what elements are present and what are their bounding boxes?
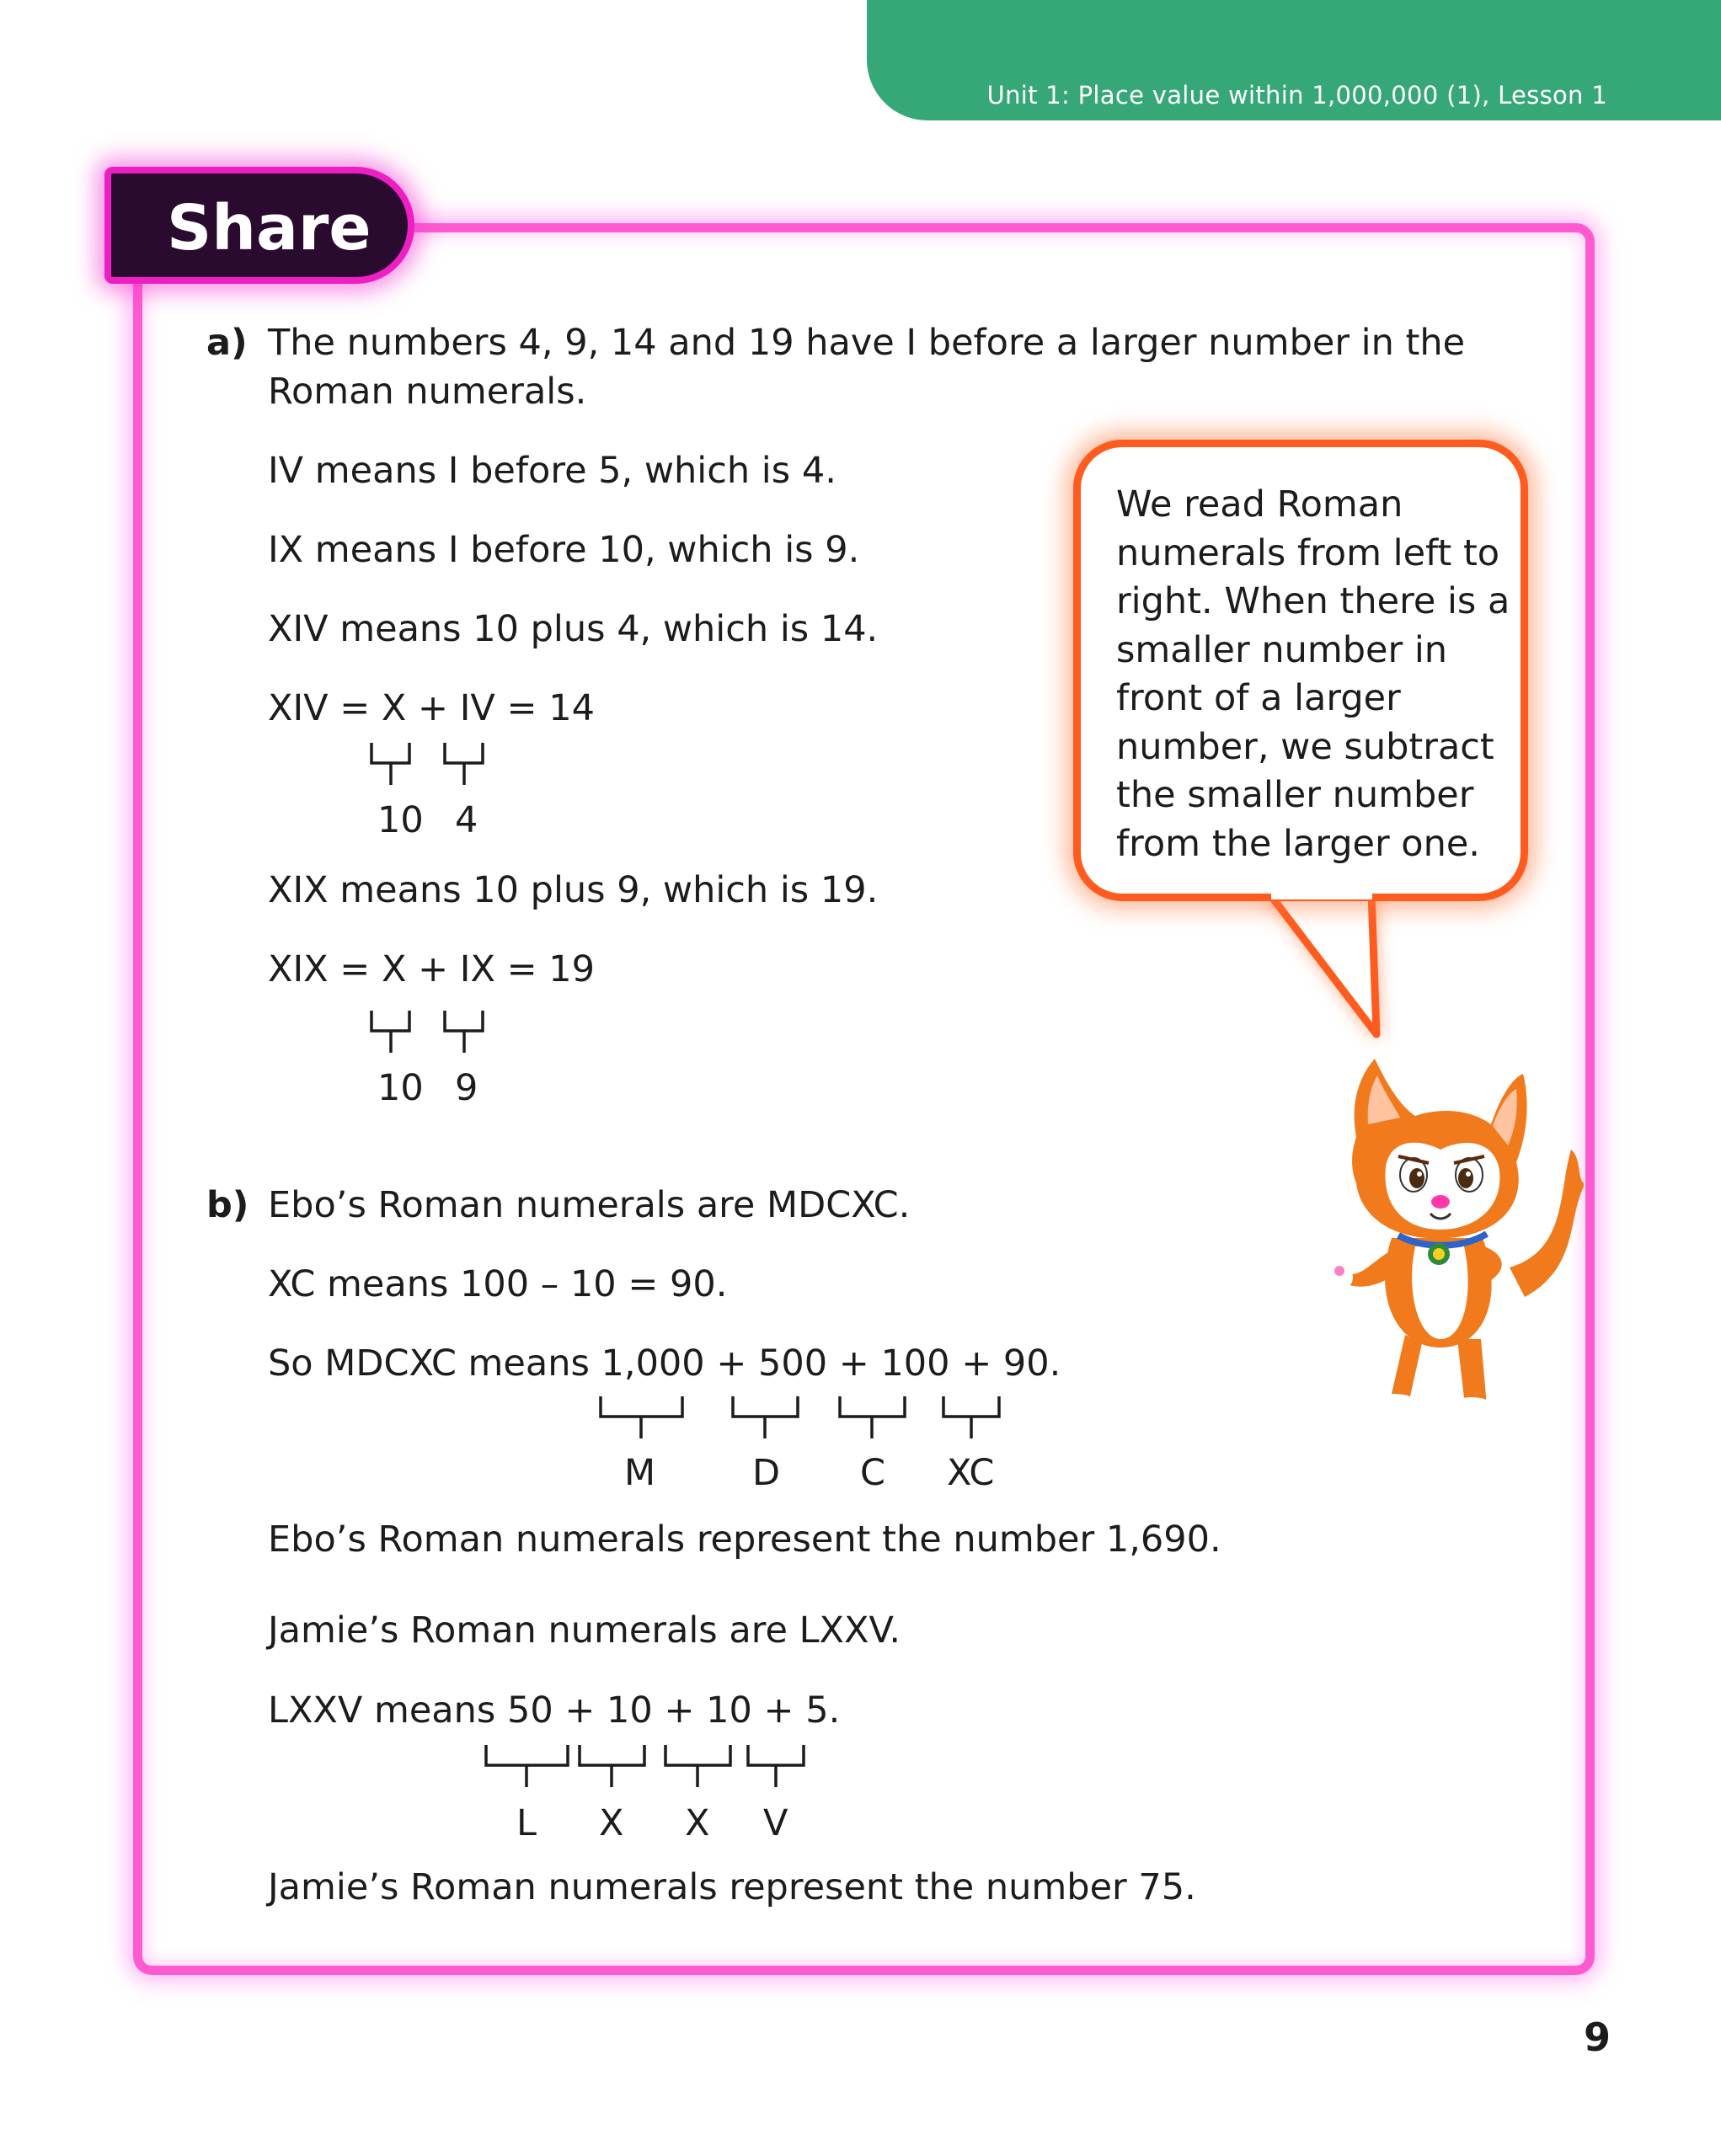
brace-x2: [665, 1745, 730, 1787]
speech-bubble: [1073, 440, 1528, 901]
equation-xiv: XIV = X + IV = 14: [268, 687, 595, 729]
brace-label-l: L: [516, 1802, 537, 1844]
brace-x: [371, 743, 409, 785]
jamie-result: Jamie’s Roman numerals represent the number 75.: [268, 1866, 1196, 1908]
brace-label-c: C: [860, 1452, 886, 1494]
page-number: 9: [1584, 2015, 1611, 2060]
line-iv: IV means I before 5, which is 4.: [268, 450, 836, 492]
brace-c: [840, 1396, 905, 1438]
brace-group-xix: [367, 1009, 494, 1059]
jamie-means: LXXV means 50 + 10 + 10 + 5.: [268, 1689, 841, 1732]
orange-cat-character-icon: [1314, 1057, 1584, 1419]
line-ix: IX means I before 10, which is 9.: [268, 529, 860, 571]
ebo-means: So MDCXC means 1,000 + 500 + 100 + 90.: [268, 1342, 1061, 1385]
brace-x: [371, 1011, 409, 1053]
brace-label-m: M: [624, 1452, 656, 1494]
unit-header-tab: [867, 0, 1721, 120]
brace-label-v: V: [763, 1802, 788, 1844]
xc-line: XC means 100 – 10 = 90.: [268, 1263, 728, 1305]
line-xiv: XIV means 10 plus 4, which is 14.: [268, 608, 879, 650]
brace-group-xiv: [367, 741, 494, 792]
bubble-tail-join: [1271, 886, 1372, 899]
brace-label-xc: XC: [947, 1452, 995, 1494]
brace-label-x2: X: [685, 1802, 710, 1844]
brace-label-x1: X: [599, 1802, 624, 1844]
brace-label-xiv-2: 4: [455, 799, 478, 841]
equation-xix: XIX = X + IX = 19: [268, 948, 596, 990]
line-xix: XIX means 10 plus 9, which is 19.: [268, 869, 879, 911]
brace-iv: [445, 743, 483, 785]
part-a-intro-line1: The numbers 4, 9, 14 and 19 have I before a larger number in the: [268, 322, 1466, 364]
brace-x1: [580, 1745, 644, 1787]
unit-label: Unit 1: Place value within 1,000,000 (1), Lesson 1: [986, 81, 1607, 109]
brace-m: [601, 1396, 682, 1438]
part-a-intro-line2: Roman numerals.: [268, 371, 587, 413]
brace-v: [748, 1745, 804, 1787]
jamie-intro: Jamie’s Roman numerals are LXXV.: [268, 1609, 901, 1652]
brace-label-xiv-1: 10: [377, 799, 424, 841]
brace-label-d: D: [752, 1452, 781, 1494]
speech-bubble-text: We read Roman numerals from left to right. When there is a smaller number in front of a larger number, we subtract the smaller number from the larger one.: [1116, 483, 1510, 865]
brace-label-xix-1: 10: [377, 1067, 424, 1109]
ebo-intro: Ebo’s Roman numerals are MDCXC.: [268, 1184, 911, 1226]
brace-label-xix-2: 9: [455, 1067, 478, 1109]
brace-group-ebo: [594, 1395, 1015, 1445]
part-a-label: a): [206, 322, 248, 364]
brace-l: [486, 1745, 568, 1787]
section-title: Share: [167, 192, 371, 264]
brace-d: [733, 1396, 798, 1438]
speech-bubble-tail: [1247, 893, 1398, 1053]
brace-ix: [445, 1011, 483, 1053]
part-b-label: b): [206, 1184, 249, 1226]
brace-xc: [943, 1396, 999, 1438]
ebo-result: Ebo’s Roman numerals represent the number 1,690.: [268, 1518, 1221, 1561]
share-badge: [104, 167, 414, 284]
brace-group-jamie: [482, 1743, 819, 1794]
